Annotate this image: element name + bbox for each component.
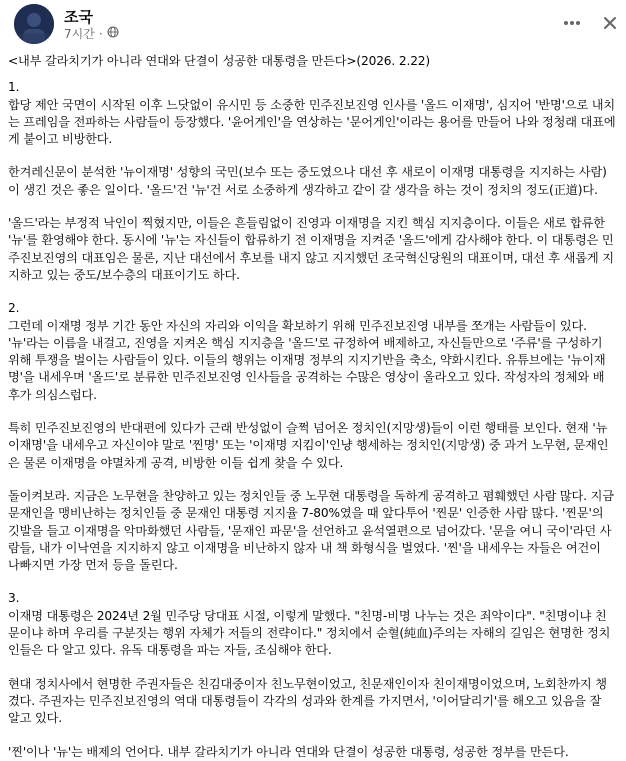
more-options-button[interactable] [558, 9, 586, 37]
author-name[interactable]: 조국 [64, 8, 93, 26]
section-1-number: 1. [8, 80, 20, 95]
post-header [0, 0, 626, 44]
section-3-paragraph-2: 현대 정치사에서 현명한 주권자들은 친김대중이자 친노무현이었고, 친문재인이자 친이재명이었으며, 노회찬까지 챙겼다. 주권자는 민주진보진영의 역대 대통령들이 각각의 성과와 한계를 가지면서, '이어달리기'를 해오고 있음을 잘 알고 있다. [8, 676, 607, 726]
post-title: <내부 갈라치기가 아니라 연대와 단결이 성공한 대통령을 만든다>(2026. 2.22) [8, 54, 431, 68]
section-2-paragraph-3: 돌이켜보라. 지금은 노무현을 찬양하고 있는 정치인들 중 노무현 대통령을 독하게 공격하고 폄훼했던 사람 많다. 지금 문재인을 맹비난하는 정치인들 중 문재인 대통령 지지율 7-80%였을 때 앞다투어 '찐문' 인증한 사람 많다. '찐문'의 깃발을 들고 이재명을 악마화했던 사람들, '문재인 파문'을 선언하고 윤석열편으로 넘어갔다. '문을 여니 국이'라던 사람들, 내가 이낙연을 지지하지 않고 이재명을 비난하지 않자 내 책 화형식을 벌였다. '찐'을 내세우는 자들은 여건이 나빠지면 가장 먼저 등을 돌린다. [8, 488, 614, 573]
close-button[interactable] [596, 9, 624, 37]
more-options-icon [563, 20, 581, 26]
dot-separator: · [98, 26, 103, 41]
section-2-paragraph-2: 특히 민주진보진영의 반대편에 있다가 근래 반성없이 슬쩍 넘어온 정치인(지망생)들이 이런 행태를 보인다. 현재 '뉴이재명'을 내세우고 자신이야 말로 '찐명' 또는 '이재명 지킴이'인냥 행세하는 정치인(지망생) 중 과거 노무현, 문재인은 물론 이재명을 야멸차게 공격, 비방한 이들 쉽게 찾을 수 있다. [8, 421, 609, 470]
section-2-number: 2. [8, 301, 20, 316]
section-1-paragraph-2: 한겨레신문이 분석한 '뉴이재명' 성향의 국민(보수 또는 중도였으나 대선 후 새로이 이재명 대통령을 지지하는 사람)이 생긴 것은 좋은 일이다. '올드'건 '뉴'건 서로 소중하게 생각하고 같이 갈 생각을 하는 것이 정치의 정도(正道)다. [8, 165, 607, 197]
avatar[interactable] [14, 4, 54, 44]
section-3-number: 3. [8, 591, 20, 606]
post-meta [64, 25, 119, 42]
avatar-image [14, 4, 54, 44]
post-time[interactable]: 7시간 [64, 27, 95, 41]
post-body [8, 53, 616, 761]
section-1-paragraph-3: '올드'라는 부정적 낙인이 찍혔지만, 이들은 흔들림없이 진영과 이재명을 지킨 핵심 지지층이다. 이들은 새로 합류한 '뉴'를 환영해야 한다. 동시에 '뉴'는 자신들이 합류하기 전 이재명을 지켜준 '올드'에게 감사해야 한다. 이 대통령은 민주진보진영의 대표임은 물론, 지난 대선에서 후보를 내지 않고 지지했던 조국혁신당원의 대표이며, 대선 후 새롭게 지지하고 있는 중도/보수층의 대표이기도 하다. [8, 216, 614, 282]
section-3-paragraph-3: '찐'이나 '뉴'는 배제의 언어다. 내부 갈라치기가 아니라 연대와 단결이 성공한 대통령, 성공한 정부를 만든다. [8, 744, 569, 759]
section-2-paragraph-1: 그런데 이재명 정부 기간 동안 자신의 자리와 이익을 확보하기 위해 민주진보진영 내부를 쪼개는 사람들이 있다. '뉴'라는 이름을 내걸고, 진영을 지켜온 핵심 지지층을 '올드'로 규정하여 배제하고, 자신들만으로 '주류'를 구성하기 위해 투쟁을 벌이는 사람들이 있다. 이들의 행위는 이재명 정부의 지지기반을 축소, 약화시킨다. 유튜브에는 '뉴이재명'을 내세우며 '올드'로 분류한 민주진보진영 인사들을 공격하는 수많은 영상이 올라오고 있다. 작성자의 정체와 배후가 의심스럽다. [8, 318, 606, 402]
section-3-paragraph-1: 이재명 대통령은 2024년 2월 민주당 당대표 시절, 이렇게 말했다. "친명-비명 나누는 것은 죄악이다". "친명이냐 친문이냐 하며 우리를 구분짓는 행위 자체가 저들의 전략이다." 정치에서 순혈(純血)주의는 자해의 길임은 현명한 정치인들은 다 알고 있다. 유독 대통령을 파는 자들, 조심해야 한다. [8, 608, 611, 658]
section-1-paragraph-1: 합당 제안 국면이 시작된 이후 느닷없이 유시민 등 소중한 민주진보진영 인사를 '올드 이재명', 심지어 '반명'으로 내치는 프레임을 전파하는 사람들이 등장했다. '윤어게인'을 연상하는 '문어게인'이라는 용어를 만들어 나와 정청래 대표에게 붙이고 비방한다. [8, 97, 616, 147]
globe-icon [107, 26, 119, 41]
close-icon [603, 16, 617, 30]
